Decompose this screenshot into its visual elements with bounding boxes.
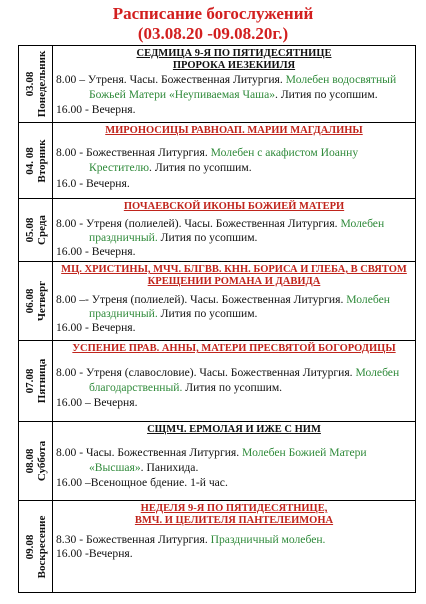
feast-line: ВМЧ. И ЦЕЛИТЕЛЯ ПАНТЕЛЕИМОНА xyxy=(134,515,334,526)
service-line: Божьей Матери «Неупиваемая Чаша». Лития по усопшим. xyxy=(89,88,378,101)
service-line: праздничный. Лития по усопшим. xyxy=(89,307,258,320)
feast-line: ПОЧАЕВСКОЙ ИКОНЫ БОЖИЕЙ МАТЕРИ xyxy=(123,201,345,212)
schedule-row-thursday xyxy=(19,262,415,341)
day-date: 03.08 xyxy=(23,71,36,97)
day-weekday: Четверг xyxy=(35,280,48,322)
feast-title xyxy=(53,201,415,213)
service-line: 16.00 -Вечерня. xyxy=(56,547,133,560)
day-weekday: Пятница xyxy=(35,358,48,404)
feast-line: УСПЕНИЕ ПРАВ. АННЫ, МАТЕРИ ПРЕСВЯТОЙ БОГОРОДИЦЫ xyxy=(72,343,396,354)
feast-line: КРЕЩЕНИИ РОМАНА И ДАВИДА xyxy=(147,276,321,287)
schedule-row-friday xyxy=(19,341,415,422)
service-line: благодарственный. Лития по усопшим. xyxy=(89,381,283,394)
date-range: (03.08.20 -09.08.20г.) xyxy=(137,24,289,43)
service-line: 16.00 –Всенощное бдение. 1-й час. xyxy=(56,476,228,489)
schedule-table xyxy=(18,45,416,593)
service-line: 16.0 - Вечерня. xyxy=(56,177,130,190)
feast-line: НЕДЕЛЯ 9-Я ПО ПЯТИДЕСЯТНИЦЕ, xyxy=(140,503,328,514)
service-line: 8.30 - Божественная Литургия. Праздничный молебен. xyxy=(56,533,326,546)
service-line: праздничный. Лития по усопшим. xyxy=(89,231,258,244)
service-line: 16.00 - Вечерня. xyxy=(56,321,136,334)
day-date: 06.08 xyxy=(23,288,36,314)
day-cell xyxy=(19,123,53,198)
day-cell xyxy=(19,341,53,421)
schedule-row-monday xyxy=(19,46,415,123)
day-weekday: Воскресение xyxy=(35,515,48,578)
services-cell xyxy=(53,199,415,261)
service-line: 8.00 - Божественная Литургия. Молебен с акафистом Иоанну xyxy=(56,146,359,159)
schedule-row-saturday xyxy=(19,422,415,501)
day-cell xyxy=(19,46,53,122)
feast-title xyxy=(53,125,415,137)
page-title: Расписание богослужений xyxy=(112,4,314,23)
services-cell xyxy=(53,123,415,198)
service-line: 8.00 - Утреня (славословие). Часы. Божественная Литургия. Молебен xyxy=(56,366,400,379)
feast-line: МИРОНОСИЦЫ РАВНОАП. МАРИИ МАГДАЛИНЫ xyxy=(105,125,363,136)
service-line: 8.00 - Утреня (полиелей). Часы. Божественная Литургия. Молебен xyxy=(56,217,385,230)
feast-title xyxy=(53,48,415,72)
services-cell xyxy=(53,341,415,421)
day-weekday: Вторник xyxy=(35,138,48,183)
feast-line: МЦ. ХРИСТИНЫ, МЧЧ. БЛГВВ. КНН. БОРИСА И ГЛЕБА, В СВЯТОМ xyxy=(61,264,407,275)
feast-line: ПРОРОКА ИЕЗЕКИИЛЯ xyxy=(172,60,296,71)
services-cell xyxy=(53,422,415,500)
services-cell xyxy=(53,46,415,122)
feast-title xyxy=(53,343,415,355)
schedule-row-sunday xyxy=(19,501,415,592)
feast-title xyxy=(53,503,415,527)
service-line: 8.00 –- Утреня (полиелей). Часы. Божественная Литургия. Молебен xyxy=(56,293,390,306)
day-weekday: Суббота xyxy=(35,440,48,482)
day-date: 09.08 xyxy=(23,534,36,559)
service-line: 8.00 - Часы. Божественная Литургия. Молебен Божией Матери xyxy=(56,446,367,459)
day-date: 04. 08 xyxy=(23,146,36,175)
feast-title xyxy=(53,424,415,436)
day-weekday: Понедельник xyxy=(35,50,48,118)
feast-line: СЕДМИЦА 9-Я ПО ПЯТИДЕСЯТНИЦЕ xyxy=(136,48,332,59)
day-cell xyxy=(19,262,53,340)
service-line: Крестителю. Лития по усопшим. xyxy=(89,161,252,174)
day-date: 05.08 xyxy=(23,217,36,243)
schedule-row-tuesday xyxy=(19,123,415,199)
feast-line: СЩМЧ. ЕРМОЛАЯ И ИЖЕ С НИМ xyxy=(147,424,321,435)
schedule-row-wednesday xyxy=(19,199,415,262)
service-line: «Высшая». Панихида. xyxy=(89,461,199,474)
services-cell xyxy=(53,501,415,592)
services-cell xyxy=(53,262,415,340)
day-cell xyxy=(19,501,53,592)
day-date: 07.08 xyxy=(23,368,36,394)
service-line: 8.00 – Утреня. Часы. Божественная Литургия. Молебен водосвятный xyxy=(56,73,397,86)
day-cell xyxy=(19,422,53,500)
service-line: 16.00 – Вечерня. xyxy=(56,396,138,409)
feast-title xyxy=(53,264,415,288)
day-date: 08.08 xyxy=(23,448,36,474)
service-line: 16.00 - Вечерня. xyxy=(56,245,136,258)
day-cell xyxy=(19,199,53,261)
service-line: 16.00 - Вечерня. xyxy=(56,103,136,116)
day-weekday: Среда xyxy=(35,215,48,245)
